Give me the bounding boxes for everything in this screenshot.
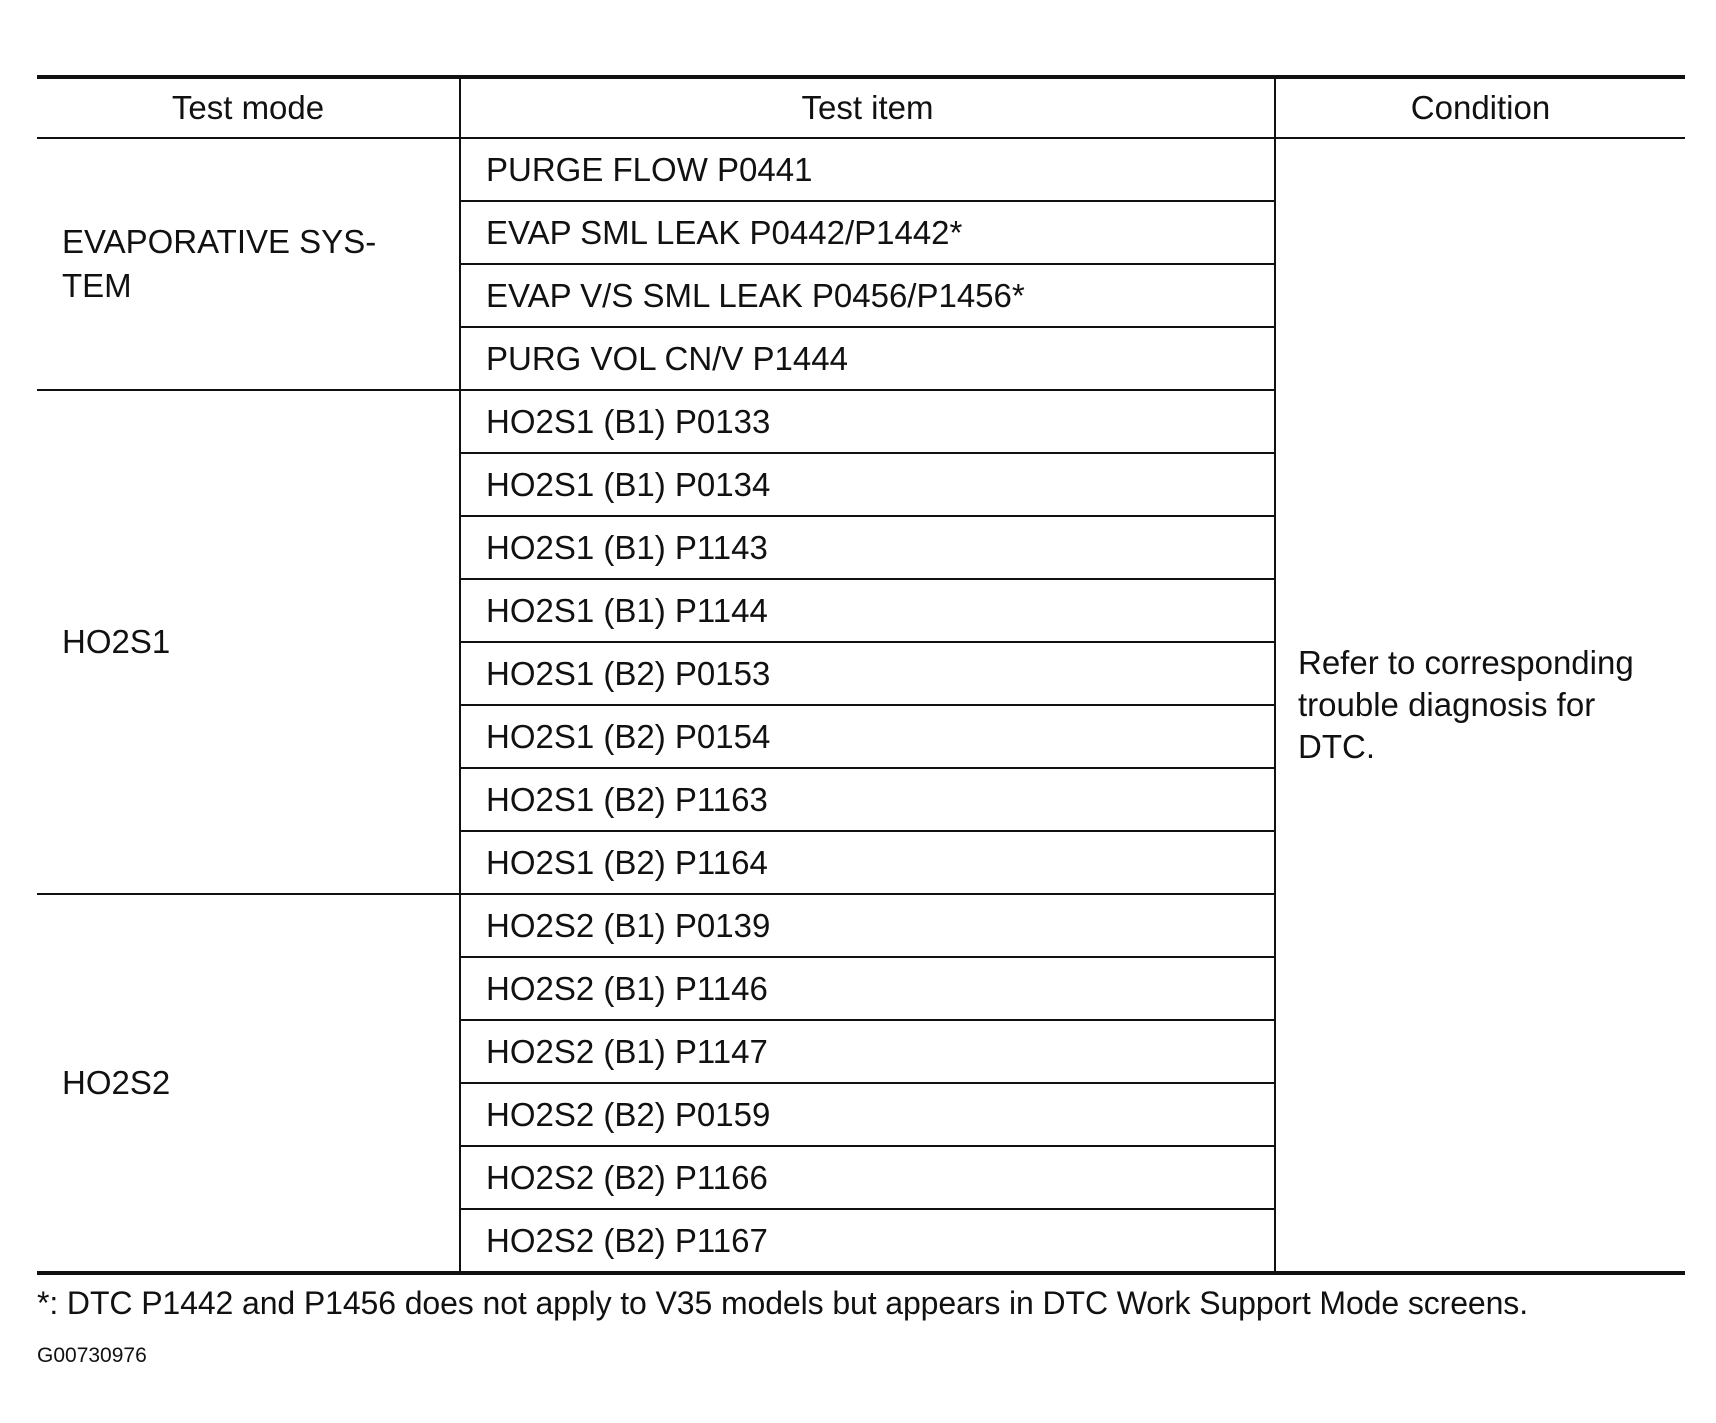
header-test-mode: Test mode xyxy=(37,77,460,138)
test-item-cell: HO2S1 (B1) P0133 xyxy=(460,390,1275,453)
test-item-cell: HO2S1 (B2) P1163 xyxy=(460,768,1275,831)
test-item-cell: HO2S1 (B1) P1143 xyxy=(460,516,1275,579)
test-mode-cell: HO2S2 xyxy=(62,1064,171,1101)
test-mode-cell: HO2S1 xyxy=(37,390,460,894)
table-body xyxy=(37,138,1685,1271)
test-item-cell: HO2S2 (B2) P1167 xyxy=(460,1209,1275,1271)
test-item-cell: HO2S2 (B1) P0139 xyxy=(460,894,1275,957)
test-item-cell: HO2S1 (B2) P1164 xyxy=(460,831,1275,894)
test-item-cell: HO2S2 (B2) P0159 xyxy=(460,1083,1275,1146)
test-item-cell: EVAP V/S SML LEAK P0456/P1456* xyxy=(460,264,1275,327)
test-mode-table xyxy=(37,75,1685,1271)
figure-id: G00730976 xyxy=(37,1344,147,1367)
header-test-item: Test item xyxy=(460,77,1275,138)
test-item-cell: HO2S2 (B1) P1146 xyxy=(460,957,1275,1020)
table-bottom-rule xyxy=(37,1271,1685,1275)
footnote: *: DTC P1442 and P1456 does not apply to V35 models but appears in DTC Work Support Mode screens. xyxy=(37,1285,1528,1321)
header-condition: Condition xyxy=(1275,77,1685,138)
test-item-cell: HO2S1 (B2) P0154 xyxy=(460,705,1275,768)
test-item-cell: PURGE FLOW P0441 xyxy=(460,138,1275,201)
test-item-cell: HO2S1 (B1) P1144 xyxy=(460,579,1275,642)
test-item-cell: HO2S2 (B1) P1147 xyxy=(460,1020,1275,1083)
test-item-cell: HO2S2 (B2) P1166 xyxy=(460,1146,1275,1209)
document-page xyxy=(37,75,1685,1368)
test-item-cell: HO2S1 (B1) P0134 xyxy=(460,453,1275,516)
test-mode-cell: EVAPORATIVE SYS- TEM xyxy=(37,138,460,390)
condition-cell: Refer to corresponding trouble diagnosis for DTC. xyxy=(1298,644,1634,765)
table-row xyxy=(37,138,1685,201)
table-header-row xyxy=(37,77,1685,138)
test-item-cell: PURG VOL CN/V P1444 xyxy=(460,327,1275,390)
test-item-cell: EVAP SML LEAK P0442/P1442* xyxy=(460,201,1275,264)
test-item-cell: HO2S1 (B2) P0153 xyxy=(460,642,1275,705)
